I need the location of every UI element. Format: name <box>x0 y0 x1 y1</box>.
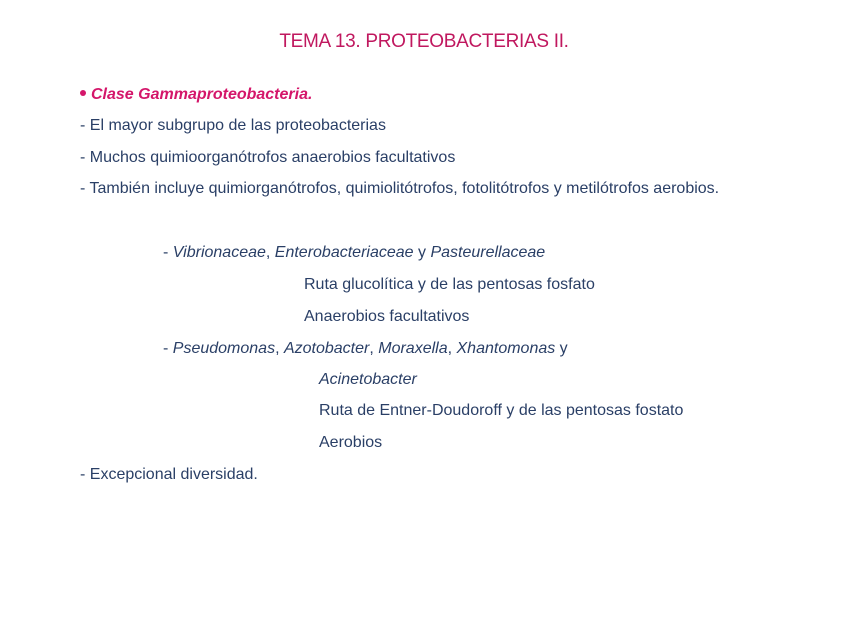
genus-name: Pseudomonas <box>172 340 276 357</box>
separator: , <box>265 244 275 261</box>
group-2-detail: Ruta de Entner-Doudoroff y de las pentosas fostato <box>319 402 684 419</box>
genus-name: Xhantomonas <box>456 340 556 357</box>
group-2-names <box>163 339 568 359</box>
family-name: Pasteurellaceae <box>430 244 546 261</box>
family-name: Vibrionaceae <box>172 244 266 261</box>
genus-name: Moraxella <box>378 340 448 357</box>
separator: , <box>275 340 284 357</box>
group-1-detail: Ruta glucolítica y de las pentosas fosfato <box>304 276 595 293</box>
separator: , <box>369 340 379 357</box>
point-item: - También incluye quimiorganótrofos, quimiolitótrofos, fotolitótrofos y metilótrofos aerobios. <box>80 180 720 197</box>
group-1-prefix: - <box>163 244 173 261</box>
closing-point: - Excepcional diversidad. <box>80 466 258 483</box>
group-2-prefix: - <box>163 340 173 357</box>
separator: y <box>555 340 568 357</box>
separator: , <box>447 340 457 357</box>
group-1-names <box>163 243 545 263</box>
genus-name-continued: Acinetobacter <box>319 371 417 388</box>
separator: y <box>413 244 431 261</box>
family-name: Enterobacteriaceae <box>274 244 414 261</box>
point-item: - Muchos quimioorganótrofos anaerobios facultativos <box>80 149 456 166</box>
group-1-detail: Anaerobios facultativos <box>304 308 470 325</box>
section-heading-text: Clase Gammaproteobacteria. <box>91 86 313 103</box>
group-2-detail: Aerobios <box>319 434 383 451</box>
point-item: - El mayor subgrupo de las proteobacterias <box>80 117 386 134</box>
page-title: TEMA 13. PROTEOBACTERIAS II. <box>279 31 569 52</box>
section-heading <box>80 85 312 105</box>
bullet-dot-icon <box>80 90 86 96</box>
genus-name: Azotobacter <box>283 340 370 357</box>
